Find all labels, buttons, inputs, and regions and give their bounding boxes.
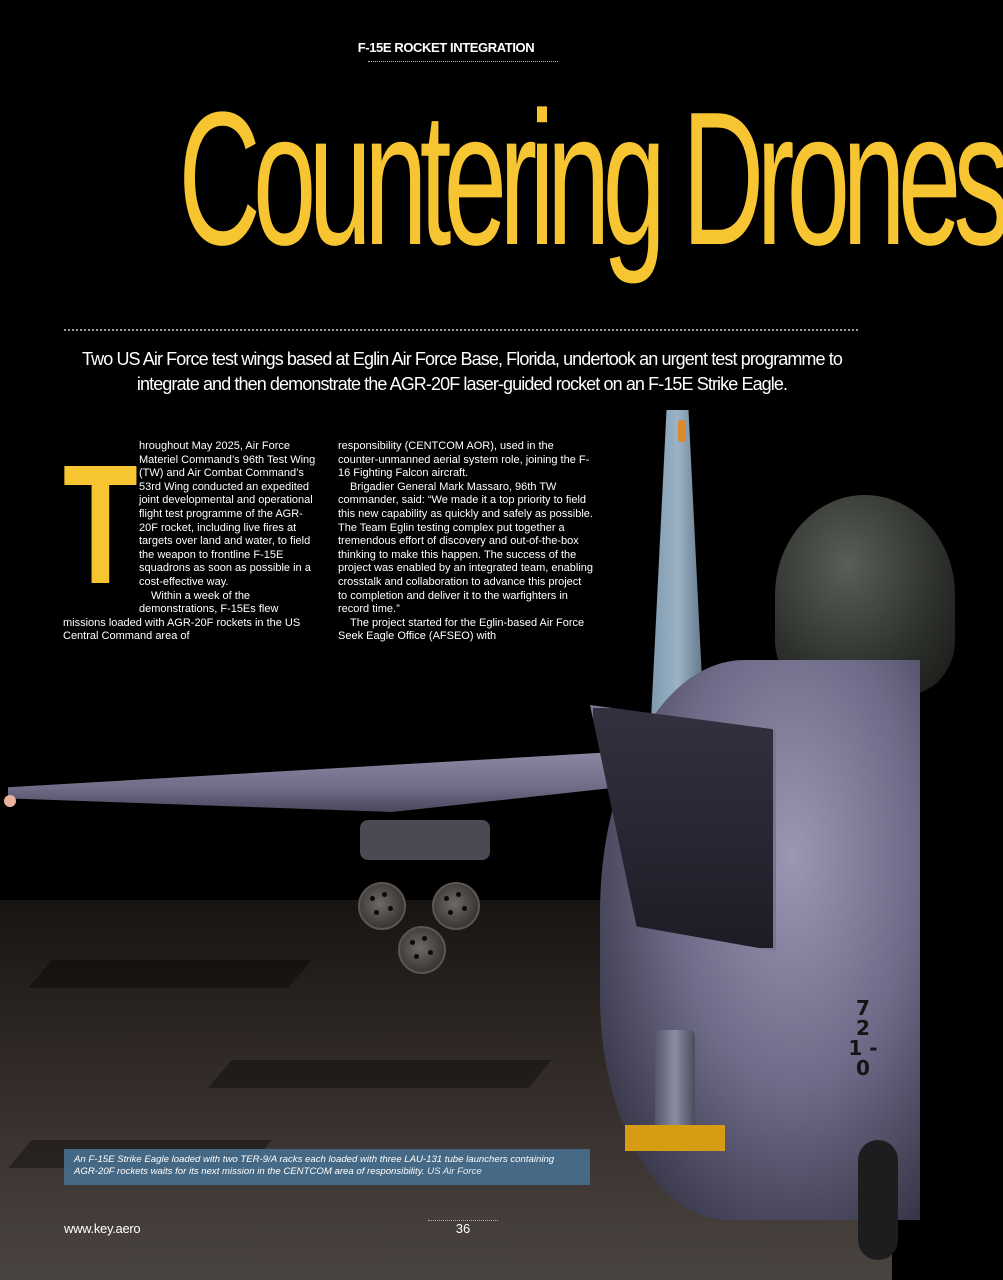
body-paragraph: Brigadier General Mark Massaro, 96th TW commander, said: “We made it a top priority to field this new capability as quickly and safely as possible. The Team Eglin testing complex put together a tremendous effort of discovery and out-of-the-box thinking to make this happen. The success of the project was enabled by an integrated team, enabling crosstalk and collaboration to advance this project to completion and deliver it to the warfighters in record time.” [338,480,594,616]
aircraft-wing [8,750,648,812]
rocket-launcher-pod [432,882,480,930]
weapons-pylon [360,820,490,860]
headline: Countering Drones [178,73,1003,285]
body-paragraph: The project started for the Eglin-based Air Force Seek Eagle Office (AFSEO) with [338,616,585,643]
wingtip-light [4,795,16,807]
website-url[interactable]: www.key.aero [64,1221,141,1236]
rocket-launcher-pod [398,926,446,974]
section-label-rule [368,61,558,62]
body-paragraph: responsibility (CENTCOM AOR), used in the counter-unmanned aerial system role, joining the F-16 Fighting Falcon aircraft. [338,440,590,480]
photo-caption [64,1149,590,1185]
main-wheel [858,1140,898,1260]
tarmac-shadow [28,960,311,988]
page-number: 36 [455,1221,471,1236]
tarmac-shadow [208,1060,551,1088]
aircraft-serial-number: 7 2 1 - 0 [848,996,878,1080]
wheel-chock [625,1125,725,1151]
drop-cap: T [63,430,138,620]
body-paragraph: Within a week of the demonstrations, F-15Es flew missions loaded with AGR-20F rockets in the US Central Command area of [63,589,301,643]
headline-divider [64,329,858,331]
caption-text: An F-15E Strike Eagle loaded with two TER-9/A racks each loaded with three LAU-131 tube launchers containing AGR-20F rockets waits for its next mission in the CENTCOM area of responsibility. [74,1154,555,1177]
nose-landing-gear [655,1030,695,1140]
body-paragraph: hroughout May 2025, Air Force Materiel Command’s 96th Test Wing (TW) and Air Combat Command’s 53rd Wing conducted an expedited joint developmental and operational flight test programme of the AGR-20F rocket, including live fires at targets over land and water, to field the weapon to frontline F-15E squadrons as soon as possible in a cost-effective way. [139,440,316,588]
section-label: F-15E ROCKET INTEGRATION [357,40,535,55]
standfirst: Two US Air Force test wings based at Eglin Air Force Base, Florida, undertook an urgent test programme to integrate and then demonstrate the AGR-20F laser-guided rocket on an F-15E Strike Eagle. [82,349,842,394]
body-column-2 [338,440,593,644]
rocket-launcher-pod [358,882,406,930]
tail-light [678,420,686,442]
photo-credit: US Air Force [427,1166,482,1177]
body-column-1 [63,430,318,644]
